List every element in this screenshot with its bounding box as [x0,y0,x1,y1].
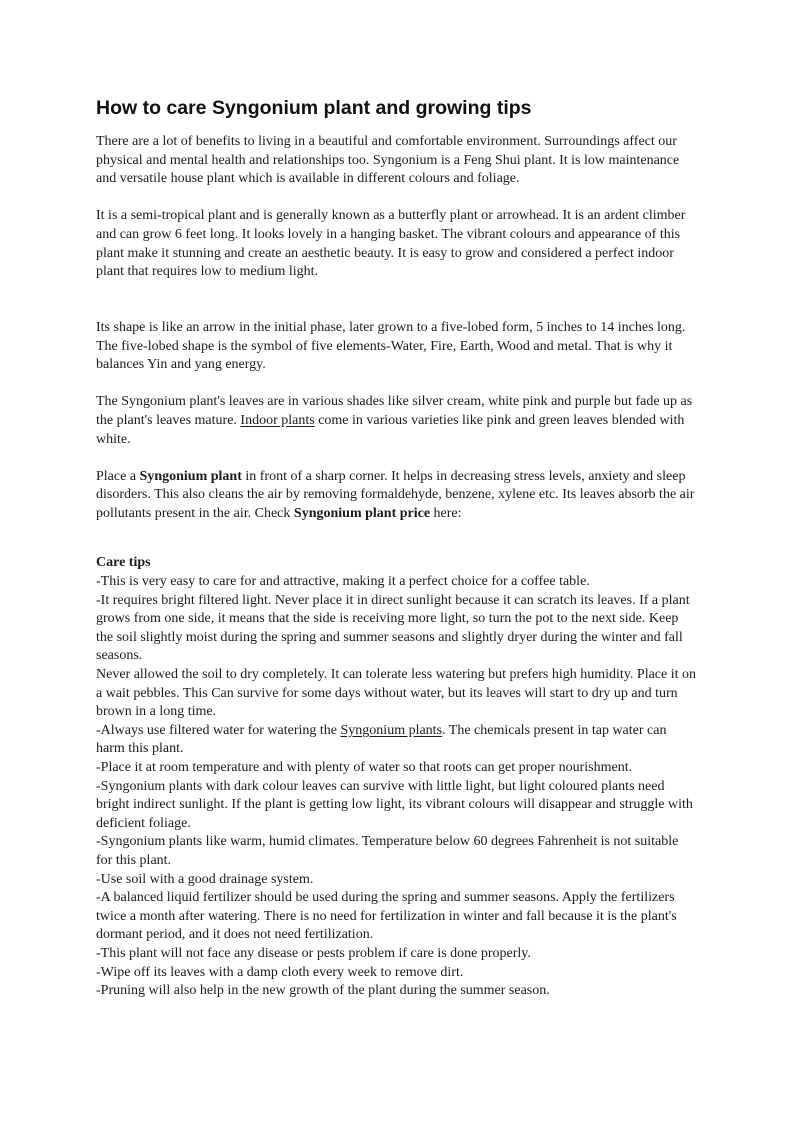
intro-paragraph-4 [96,393,698,449]
care-tip: -This is very easy to care for and attractive, making it a perfect choice for a coffee table. [96,574,590,590]
spacer [96,523,698,554]
care-tip: -Use soil with a good drainage system. [96,871,314,887]
article [96,95,698,1001]
spacer [96,282,698,319]
care-tip: -It requires bright filtered light. Never place it in direct sunlight because it can scratch its leaves. If a plant grows from one side, it means that the side is receiving more light, so turn the pot to the next side. Keep the soil slightly moist during the spring and summer seasons and slightly dryer during the winter and fall seasons. [96,592,690,664]
spacer [96,449,698,468]
spacer [96,189,698,208]
intro-paragraph-2: It is a semi-tropical plant and is generally known as a butterfly plant or arrowhead. It is an ardent climber and can grow 6 feet long. It looks lovely in a hanging basket. The vibrant colours and appearance of this plant make it stunning and create an aesthetic beauty. It is easy to grow and considered a perfect indoor plant that requires low to medium light. [96,208,686,280]
spacer [96,375,698,394]
paragraph-text: The Syngonium plant's leaves are in various shades like silver cream, white pink and purple but fade up as the plant's leaves mature. [96,394,693,428]
care-tip: -Place it at room temperature and with plenty of water so that roots can get proper nourishment. [96,760,633,775]
bold-text: Syngonium plant [139,468,242,484]
paragraph-text: -Always use filtered water for watering the [96,722,341,738]
intro-paragraph-3: Its shape is like an arrow in the initial phase, later grown to a five-lobed form, 5 inches to 14 inches long. The five-lobed shape is the symbol of five elements-Water, Fire, Earth, Wood and metal. That is why it balances Yin and yang energy. [96,319,686,373]
care-tip: -Syngonium plants with dark colour leaves can survive with little light, but light coloured plants need bright indirect sunlight. If the plant is getting low light, its vibrant colours will disappear and struggle with deficient foliage. [96,778,693,831]
syngonium-plants-link[interactable]: Syngonium plants [340,722,443,738]
paragraph-text: Place a [96,468,140,484]
paragraph-text: . The chemicals present in tap water can harm this plant. [96,722,667,757]
indoor-plants-link[interactable]: Indoor plants [240,412,315,428]
care-tip: -Pruning will also help in the new growth of the plant during the summer season. [96,983,550,999]
care-tip: -Syngonium plants like warm, humid climates. Temperature below 60 degrees Fahrenheit is not suitable for this plant. [96,834,679,868]
paragraph-text: come in various varieties like pink and green leaves blended with white. [96,412,685,447]
intro-paragraph-5 [96,468,698,524]
care-tip [96,722,698,759]
care-tip: -This plant will not face any disease or pests problem if care is done properly. [96,945,531,961]
page-title: How to care Syngonium plant and growing tips [96,97,532,119]
care-tip: -A balanced liquid fertilizer should be used during the spring and summer seasons. Apply the fertilizers twice a month after watering. There is no need for fertilization in winter and fall because it is the plant's dormant period, and it does not need fertilization. [96,890,677,943]
care-tip: Never allowed the soil to dry completely. It can tolerate less watering but prefers high humidity. Place it on a wait pebbles. This Can survive for some days without water, but its leaves will start to dry up and turn brown in a long time. [96,667,697,720]
intro-paragraph-1: There are a lot of benefits to living in a beautiful and comfortable environment. Surroundings affect our physical and mental health and relationships too. Syngonium is a Feng Shui plant. It is low maintenance and versatile house plant which is available in different colours and foliage. [96,134,680,187]
paragraph-text: in front of a sharp corner. It helps in decreasing stress levels, anxiety and sleep disorders. This also cleans the air by removing formaldehyde, benzene, xylene etc. Its leaves absorb the air pollutants present in the air. Check [96,468,695,521]
paragraph-text: here: [430,505,462,521]
care-tip: -Wipe off its leaves with a damp cloth every week to remove dirt. [96,964,464,980]
bold-text: Syngonium plant price [293,505,431,521]
care-tips-heading: Care tips [96,555,151,571]
